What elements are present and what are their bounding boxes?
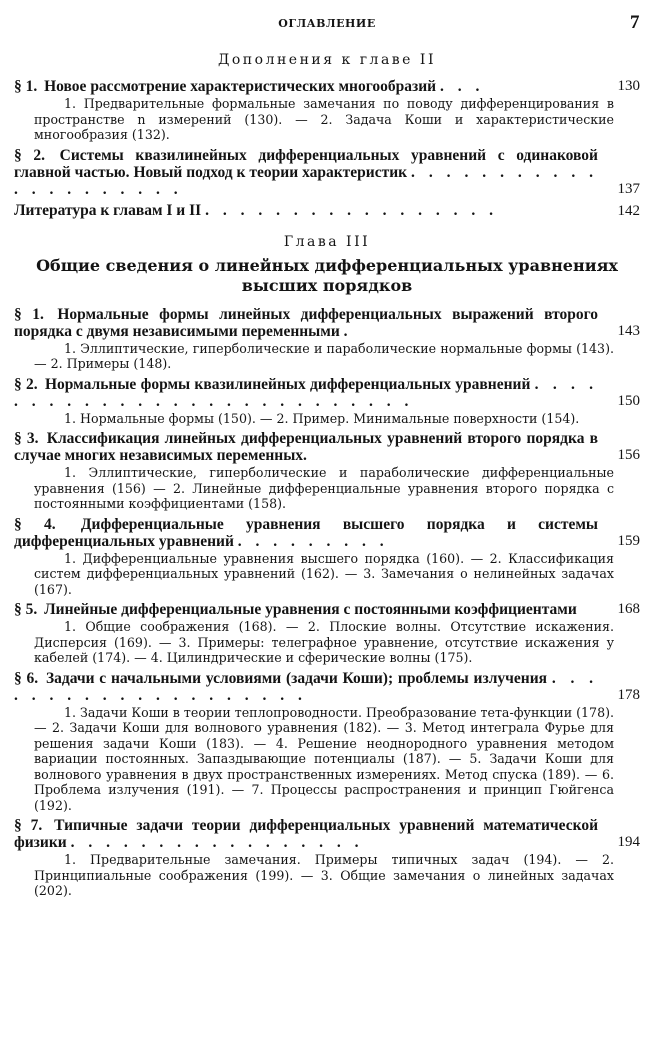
dot-leaders: . . . . . . . . . . . . . . . . . [205,201,498,219]
section-number: § 4. [14,515,56,533]
section-title: Линейные дифференциальные уравнения с постоянными коэффициентами [44,601,577,618]
toc-page [14,12,640,903]
section-title: Типичные задачи теории дифференциальных уравнений математической физики [14,817,599,851]
toc-entry-heading [14,376,640,410]
dot-leaders: . . . . . . . . . . . . . . . . . . . . . [14,163,598,198]
toc-entry[interactable] [14,376,640,427]
section-contents: 1. Эллиптические, гиперболические и параболические дифференциальные уравнения (156) — 2. Линейные дифференциальные уравнения второго порядка с постоянными коэффициентами (158). [34,465,614,511]
section-contents: 1. Дифференциальные уравнения высшего порядка (160). — 2. Классификация систем дифференциальных уравнений (162). — 3. Замечания о нелинейных задачах (167). [34,550,614,597]
toc-entry-heading [14,817,640,851]
section-number: § 2. [14,146,45,164]
toc-entry[interactable] [14,78,640,143]
dot-leaders: . . . [439,78,485,95]
section-page: 178 [617,686,640,703]
toc-entry-heading [14,147,640,198]
toc-entry[interactable] [14,670,640,814]
toc-entry-heading [14,670,640,704]
section-number: § 7. [14,817,43,834]
section-page: 159 [617,532,640,549]
section-title: Системы квазилинейных дифференциальных уравнений с одинаковой главной частью. Новый подход к теории характеристик [14,146,598,181]
section-title: Нормальные формы линейных дифференциальных выражений второго порядка с двумя независимыми переменными [14,305,599,340]
section-page: 130 [617,78,640,94]
literature-entry[interactable] [14,202,640,220]
toc-entry[interactable] [14,147,640,198]
section-page: 156 [617,447,640,463]
section-number: § 2. [14,375,38,393]
section-page: 137 [617,180,640,197]
literature-page: 142 [617,202,640,219]
section-page: 194 [617,834,640,850]
section-number: § 1. [14,78,38,95]
chapter-title: Общие сведения о линейных дифференциальных уравнениях высших порядков [36,255,618,295]
toc-entry-heading [14,306,640,340]
chapter-label: Глава III [283,233,371,250]
dot-leaders: . . . . . . . . . . . . . . . . . [70,834,364,851]
toc-entry[interactable] [14,430,640,512]
section-page: 150 [617,392,640,409]
toc-entry[interactable] [14,817,640,899]
running-head-title: ОГЛАВЛЕНИЕ [278,17,376,30]
toc-entry-heading [14,516,640,550]
dot-leaders: . [343,322,353,340]
section-number: § 5. [14,601,38,618]
dot-leaders: . . . . . . . . . . . . . . . . . . . . . . . . . . . [14,375,599,410]
section-contents: 1. Задачи Коши в теории теплопроводности. Преобразование тета-функции (178). — 2. Задачи Коши для волнового уравнения (182). — 3. Метод интеграла Фурье для решения задачи Коши (183). — 4. Решение неоднородного уравнения методом вариации постоянных. Запаздывающие потенциалы (187). — 5. Задачи Коши для волнового уравнения в двух пространственных измерениях. Метод спуска (189). — 6. Проблема излучения (191). — 7. Процессы распространения и принцип Гюйгенса (192). [34,704,614,813]
toc-entry[interactable] [14,306,640,372]
section-title: Нормальные формы квазилинейных дифференциальных уравнений [44,375,531,393]
section-contents: 1. Предварительные замечания. Примеры типичных задач (194). — 2. Принципиальные соображения (199). — 3. Общие замечания о линейных задачах (202). [34,852,614,898]
running-head [14,12,640,34]
section-number: § 3. [14,430,39,447]
toc-entry[interactable] [14,601,640,666]
section-title: Классификация линейных дифференциальных уравнений второго порядка в случае многих независимых переменных. [14,430,599,464]
dot-leaders: . . . . . . . . . . . . . . . . . . . . [14,669,599,704]
section-title: Дифференциальные уравнения высшего порядка и системы дифференциальных уравнений [14,515,599,550]
section-contents: 1. Нормальные формы (150). — 2. Пример. Минимальные поверхности (154). [64,410,580,426]
section-number: § 1. [14,305,44,323]
toc-entry-heading [14,430,640,464]
toc-entry-heading [14,601,640,618]
section-number: § 6. [14,669,39,687]
supplement-title: Дополнения к главе II [218,52,436,68]
section-page: 143 [617,322,640,339]
page-number: 7 [630,12,640,33]
section-contents: 1. Предварительные формальные замечания по поводу дифференцирования в пространстве n измерений (130). — 2. Задача Коши и характеристические многообразия (132). [34,96,614,142]
section-title: Новое рассмотрение характеристических многообразий [44,78,437,95]
section-contents: 1. Эллиптические, гиперболические и параболические нормальные формы (143). — 2. Примеры (148). [34,340,614,371]
section-page: 168 [617,601,640,617]
dot-leaders: . . . . . . . . . [237,532,389,550]
toc-entry[interactable] [14,516,640,598]
literature-title: Литература к главам I и II [14,201,202,219]
section-title: Задачи с начальными условиями (задачи Коши); проблемы излучения [45,669,548,687]
toc-entry-heading [14,78,640,95]
section-contents: 1. Общие соображения (168). — 2. Плоские волны. Отсутствие искажения. Дисперсия (169). — 3. Примеры: телеграфное уравнение, отсутствие искажения у кабелей (174). — 4. Цилиндрические и сферические волны (175). [34,619,614,665]
